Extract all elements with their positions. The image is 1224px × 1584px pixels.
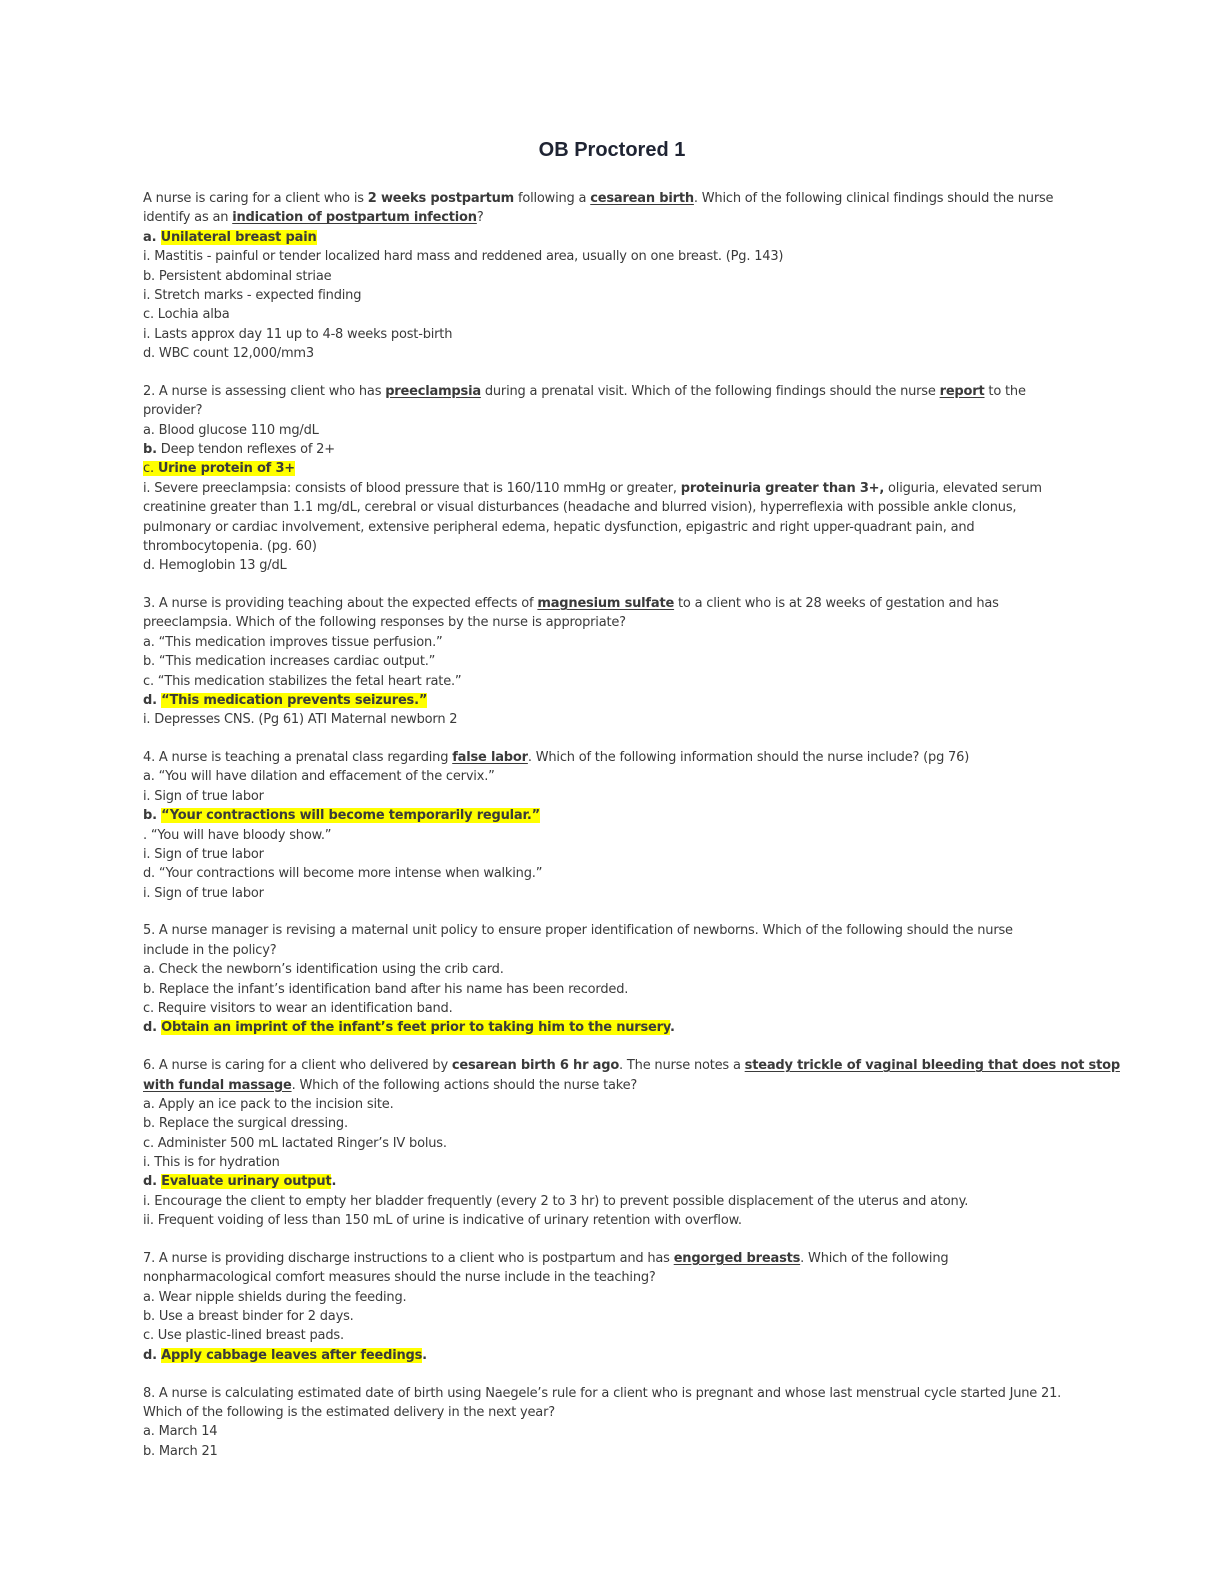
question-text-line [143,1134,1083,1153]
question-text-line [143,1018,1083,1037]
text-segment: cesarean birth [590,191,694,206]
question-text-line [143,440,1083,459]
question-text-line [143,1114,1083,1133]
question-text-line [143,613,1083,632]
text-segment: . [422,1347,427,1363]
text-segment: i. Stretch marks - expected finding [143,287,362,303]
question-text-line [143,228,1083,247]
text-segment: a. Blood glucose 110 mg/dL [143,422,319,438]
text-segment: i. Sign of true labor [143,885,264,901]
question-text-line [143,806,1083,825]
text-segment: Deep tendon reflexes of 2+ [156,441,335,457]
question-text-line [143,1172,1083,1191]
highlighted-answer-text: Urine protein of 3+ [157,461,296,477]
text-segment: b. [143,441,157,457]
text-segment: a. March 14 [143,1424,218,1440]
question-text-line [143,459,1083,478]
question-block [143,748,1083,903]
text-segment: preeclampsia. Which of the following responses by the nurse is appropriate? [143,615,626,631]
text-segment: 2. A nurse is assessing client who has [143,383,386,399]
highlighted-answer-text: Obtain an imprint of the infant’s feet prior to taking him to the nursery [161,1020,670,1036]
text-segment: following a [514,191,591,206]
question-text-line [143,1403,1083,1422]
question-text-line [143,305,1083,324]
question-text-line [143,884,1083,903]
text-segment: a. [143,229,161,245]
page-title: OB Proctored 1 [538,139,686,161]
text-segment: i. Depresses CNS. (Pg 61) ATI Maternal newborn 2 [143,712,458,728]
text-segment: i. Sign of true labor [143,788,264,804]
text-segment: . “You will have bloody show.” [143,827,332,843]
text-segment: a. Check the newborn’s identification using the crib card. [143,962,504,978]
question-text-line [143,672,1083,691]
text-segment: with fundal massage [143,1077,292,1093]
text-segment: false labor [452,750,528,766]
question-block [143,921,1083,1037]
question-text-line [143,518,1083,537]
text-segment: 5. A nurse manager is revising a maternal unit policy to ensure proper identification of newborns. Which of the following should the nurse [143,923,1013,939]
question-text-line [143,633,1083,652]
text-segment: c. Use plastic-lined breast pads. [143,1328,344,1344]
question-text-line [143,1422,1083,1441]
text-segment: b. Use a breast binder for 2 days. [143,1309,354,1325]
text-segment: d. “Your contractions will become more intense when walking.” [143,866,543,882]
text-segment: d. [143,1020,162,1036]
text-segment: steady trickle of vaginal bleeding that does not stop [744,1058,1120,1074]
question-text-line [143,479,1083,498]
text-segment: ? [476,210,484,226]
question-text-line [143,421,1083,440]
text-segment: report [939,383,985,399]
highlighted-answer-text: Unilateral breast pain [160,229,317,245]
text-segment: preeclampsia [385,383,481,399]
question-text-line [143,325,1083,344]
text-segment: provider? [143,403,203,419]
question-stem-line [143,1056,1120,1075]
text-segment: pulmonary or cardiac involvement, extensive peripheral edema, hepatic dysfunction, epigastric and right upper-quadrant pain, and [143,519,975,535]
text-segment: c. Administer 500 mL lactated Ringer’s IV bolus. [143,1135,447,1151]
question-block [143,594,1083,730]
text-segment: b. Replace the surgical dressing. [143,1116,348,1132]
text-segment: to a client who is at 28 weeks of gestation and has [674,596,999,612]
question-text-line [143,267,1083,286]
question-text-line [143,208,1083,227]
question-text-line [143,1307,1083,1326]
question-block [143,382,1083,576]
text-segment: b. [143,808,162,824]
text-segment: include in the policy? [143,942,277,958]
question-text-line [143,247,1083,266]
text-segment: a. Apply an ice pack to the incision site. [143,1096,394,1112]
text-segment: b. Persistent abdominal striae [143,268,332,284]
text-segment: b. Replace the infant’s identification band after his name has been recorded. [143,981,629,997]
question-text-line [143,710,1083,729]
question-text-line [143,1211,1083,1230]
text-segment: creatinine greater than 1.1 mg/dL, cerebral or visual disturbances (headache and blurred vision), hyperreflexia with possible ankle clonus, [143,500,1017,516]
question-block [143,1056,1120,1231]
text-segment: nonpharmacological comfort measures should the nurse include in the teaching? [143,1270,656,1286]
text-segment: ii. Frequent voiding of less than 150 mL of urine is indicative of urinary retention with overflow. [143,1213,742,1229]
text-segment: i. Mastitis - painful or tender localized hard mass and reddened area, usually on one breast. (Pg. 143) [143,249,784,265]
question-text-line [143,652,1083,671]
text-segment: 2 weeks postpartum [367,191,515,206]
question-stem-line [143,1384,1083,1403]
text-segment: oliguria, elevated serum [884,480,1042,496]
text-segment: to the [984,383,1026,399]
question-text-line [143,999,1083,1018]
text-segment: 4. A nurse is teaching a prenatal class regarding [143,750,453,766]
text-segment: engorged breasts [673,1250,801,1266]
text-segment: i. Encourage the client to empty her bladder frequently (every 2 to 3 hr) to prevent possible displacement of the uterus and atony. [143,1193,969,1209]
text-segment: d. Hemoglobin 13 g/dL [143,558,287,574]
question-text-line [143,826,1083,845]
highlighted-answer-text: “This medication prevents seizures.” [161,692,428,708]
question-text-line [143,401,1083,420]
question-block [143,1249,1083,1365]
text-segment: during a prenatal visit. Which of the following findings should the nurse [480,383,940,399]
text-segment: i. Lasts approx day 11 up to 4-8 weeks post-birth [143,326,453,342]
highlighted-answer-text: Apply cabbage leaves after feedings [161,1347,423,1363]
text-segment: identify as an [143,210,233,226]
question-text-line [143,691,1083,710]
question-text-line [143,537,1083,556]
question-text-line [143,1346,1083,1365]
question-text-line [143,787,1083,806]
text-segment: a. “This medication improves tissue perfusion.” [143,634,443,650]
text-segment: . Which of the following [800,1250,949,1266]
question-stem-line [143,189,1083,208]
text-segment: 3. A nurse is providing teaching about the expected effects of [143,596,538,612]
text-segment: cesarean birth 6 hr ago [451,1058,620,1074]
text-segment: . [669,1020,675,1036]
question-stem-line [143,594,1083,613]
text-segment: 7. A nurse is providing discharge instructions to a client who is postpartum and has [143,1250,674,1266]
question-stem-line [143,382,1083,401]
text-segment: thrombocytopenia. (pg. 60) [143,538,317,554]
text-segment: . [331,1174,337,1190]
text-segment: . The nurse notes a [619,1058,745,1074]
question-text-line [143,845,1083,864]
question-text-line [143,1095,1083,1114]
text-segment: i. This is for hydration [143,1155,280,1171]
question-stem-line [143,1249,1083,1268]
text-segment: . Which of the following actions should the nurse take? [291,1077,638,1093]
question-text-line [143,1153,1083,1172]
question-block [143,1384,1083,1462]
text-segment: b. March 21 [143,1443,218,1459]
question-text-line [143,1192,1083,1211]
text-segment: 8. A nurse is calculating estimated date of birth using Naegele’s rule for a client who is pregnant and whose last menstrual cycle started June 21. [143,1385,1062,1401]
text-segment: Which of the following is the estimated delivery in the next year? [143,1404,555,1420]
question-text-line [143,864,1083,883]
question-text-line [143,344,1083,363]
text-segment: d. [143,692,162,708]
question-text-line [143,556,1083,575]
question-text-line [143,498,1083,517]
text-segment: d. WBC count 12,000/mm3 [143,346,314,362]
question-text-line [143,1288,1083,1307]
text-segment: . Which of the following clinical findings should the nurse [693,191,1054,206]
question-text-line [143,767,1083,786]
text-segment: . Which of the following information should the nurse include? (pg 76) [527,750,970,766]
question-text-line [143,1442,1083,1461]
text-segment: c. Require visitors to wear an identification band. [143,1001,453,1017]
text-segment: indication of postpartum infection [232,210,477,226]
text-segment: d. [143,1347,162,1363]
highlighted-answer-text: “Your contractions will become temporarily regular.” [161,808,540,824]
question-stem-line [143,921,1083,940]
text-segment: proteinuria greater than 3+, [680,480,885,496]
question-stem-line [143,748,1083,767]
question-text-line [143,980,1083,999]
question-block [143,189,1083,364]
question-list [143,189,1120,1479]
question-text-line [143,1326,1083,1345]
text-segment: magnesium sulfate [537,596,675,612]
text-segment: A nurse is caring for a client who is [143,191,368,206]
text-segment: i. Sign of true labor [143,847,264,862]
question-text-line [143,960,1083,979]
text-segment: d. [143,1174,162,1190]
text-segment: i. Severe preeclampsia: consists of blood pressure that is 160/110 mmHg or greater, [143,480,681,496]
text-segment: b. “This medication increases cardiac output.” [143,654,436,670]
text-segment: 6. A nurse is caring for a client who delivered by [143,1058,452,1074]
question-text-line [143,1076,1083,1095]
question-text-line [143,1268,1083,1287]
text-segment: a. Wear nipple shields during the feeding. [143,1289,407,1305]
text-segment: c. “This medication stabilizes the fetal heart rate.” [143,673,462,689]
text-segment: c. Lochia alba [143,307,230,323]
question-text-line [143,286,1083,305]
question-text-line [143,941,1083,960]
highlighted-answer-text: c. [143,461,158,477]
highlighted-answer-text: Evaluate urinary output [161,1174,332,1190]
text-segment: a. “You will have dilation and effacement of the cervix.” [143,769,495,785]
